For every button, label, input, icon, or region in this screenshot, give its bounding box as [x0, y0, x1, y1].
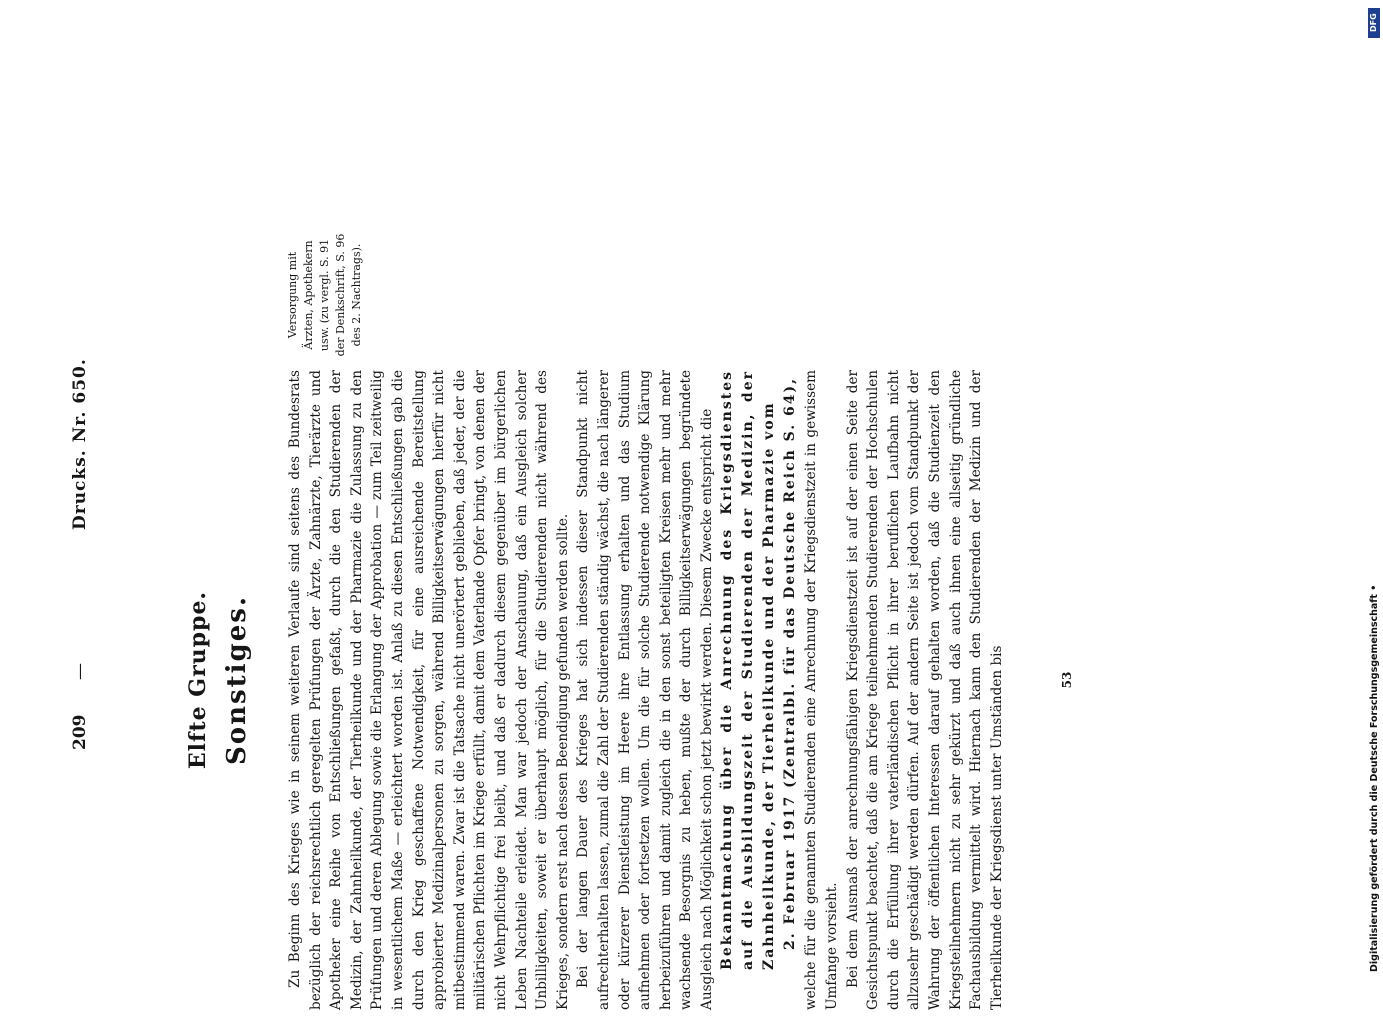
page-number: 209	[70, 714, 90, 750]
group-title: Elfte Gruppe.	[185, 590, 211, 770]
announcement-date: 2. Februar 1917 (Zentralbl. für das Deutsche Reich S. 64),	[782, 377, 799, 950]
document-page	[70, 233, 1100, 1030]
section-title: Sonstiges.	[222, 595, 252, 765]
page-header	[70, 350, 100, 1010]
announcement-title: Bekanntmachung über die Anrechnung des Kriegsdienstes auf die Ausbildungszeit der Studierenden der Medizin, der Zahnheilkunde, der Tierheilkunde und der Pharmazie vom	[719, 370, 778, 970]
paragraph-1: Zu Beginn des Krieges wie in seinem weiteren Verlaufe sind seitens des Bundesrats bezüglich der reichsrechtlich geregelten Prüfungen der Ärzte, Zahnärzte, Tierärzte und Apotheker eine Reihe von Entschließungen gefaßt, durch die den Studierenden der Medizin, der Zahnheilkunde, der Tierheilkunde und der Pharmazie die Zulassung zu den Prüfungen und deren Ablegung sowie die Erlangung der Approbation — zum Teil zeitweilig in wesentlichem Maße — erleichtert worden ist. Anlaß zu diesen Entschließungen gab die durch den Krieg geschaffene Notwendigkeit, für eine ausreichende Bereitstellung approbierter Medizinalpersonen zu sorgen, während Billigkeitserwägungen hierfür nicht mitbestimmend waren. Zwar ist die Tatsache nicht unerörtert geblieben, daß jeder, der die militärischen Pflichten im Kriege erfüllt, damit dem Vaterlande Opfer bringt, von denen der nicht Wehrpflichtige frei bleibt, und daß er dadurch diesem gegenüber im bürgerlichen Leben Nachteile erleidet. Man war jedoch der Anschauung, daß ein Ausgleich solcher Unbilligkeiten, soweit er überhaupt möglich, für die Studierenden nicht während des Krieges, sondern erst nach dessen Beendigung gefunden werden sollte.	[287, 370, 571, 1010]
dfg-logo: DFG	[1368, 8, 1380, 38]
body-text	[285, 370, 1007, 1010]
margin-note: Versorgung mit Ärzten, Apothekern usw. (zu vergl. S. 91 der Denkschrift, S. 96 des 2. Nachtrags).	[286, 233, 363, 357]
paragraph-3: welche für die genannten Studierenden eine Anrechnung der Kriegsdienstzeit in gewissem Umfange vorsieht.	[803, 370, 841, 1010]
paragraph-2: Bei der langen Dauer des Krieges hat sich indessen dieser Standpunkt nicht aufrechterhalten lassen, zumal die Zahl der Studierenden ständig wächst, die nach längerer oder kürzerer Dienstleistung im Heere ihre Entlassung erhalten und das Studium aufnehmen oder fortsetzen wollen. Um die für solche Studierende notwendige Klärung herbeizuführen und damit zugleich die in den sonst beteiligten Kreisen mehr und mehr wachsende Besorgnis zu heben, mußte der durch Billigkeitserwägungen begründete Ausgleich nach Möglichkeit schon jetzt bewirkt werden. Diesem Zwecke entspricht die	[575, 370, 715, 1010]
header-dash: —	[70, 663, 90, 680]
digitization-credit: Digitalisierung gefördert durch die Deutsche Forschungsgemeinschaft •	[1369, 584, 1380, 972]
paragraph-4: Bei dem Ausmaß der anrechnungsfähigen Kriegsdienstzeit ist auf der einen Seite der Gesichtspunkt beachtet, daß die am Kriege teilnehmenden Studierenden der Hochschulen durch die Erfüllung ihrer vaterländischen Pflicht in ihrer beruflichen Laufbahn nicht allzusehr geschädigt werden dürfen. Auf der andern Seite ist jedoch vom Standpunkt der Wahrung der öffentlichen Interessen darauf gehalten worden, daß die Studienzeit den Kriegsteilnehmern nicht zu sehr gekürzt und daß auch ihnen eine allseitig gründliche Fachausbildung vermittelt wird. Hiernach kann den Studierenden der Medizin und der Tierheilkunde der Kriegsdienst unter Umständen bis	[844, 370, 1005, 1010]
footer-page-number: 53	[1060, 671, 1074, 689]
print-reference: Drucks. Nr. 650.	[70, 358, 90, 530]
